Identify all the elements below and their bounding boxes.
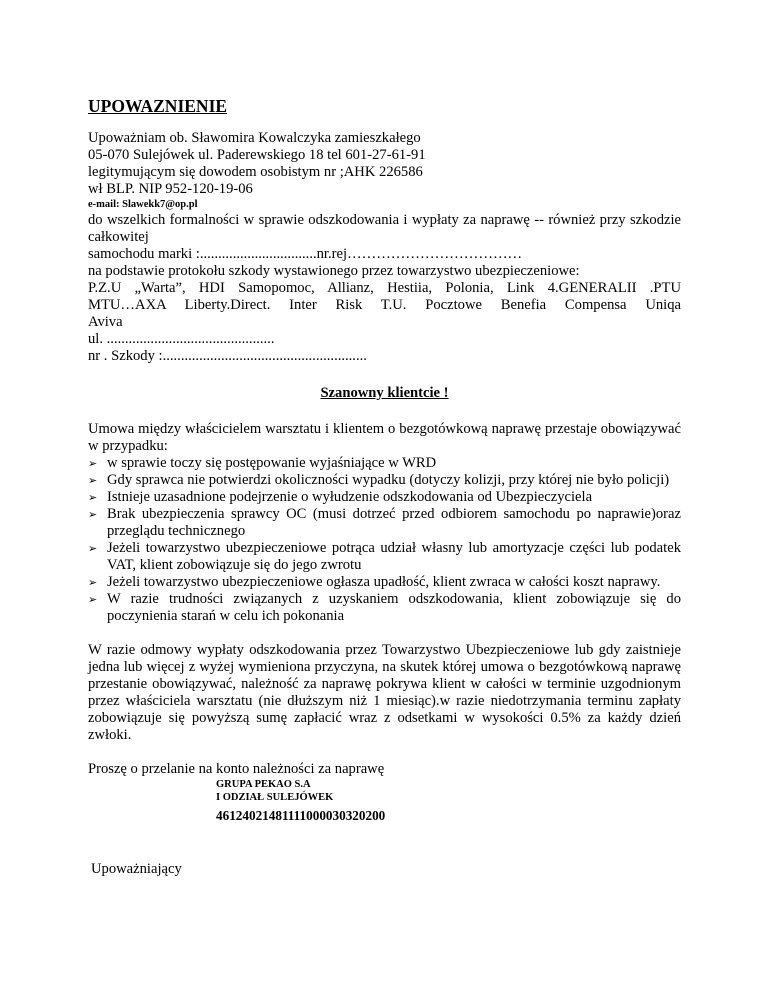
street-line: ul. .............................................. — [88, 331, 275, 347]
arrow-bullet-icon: ➢ — [88, 542, 98, 555]
arrow-bullet-icon: ➢ — [88, 593, 98, 606]
purpose-text: do wszelkich formalności w sprawie odszkodowania i wypłaty za naprawę -- również przy szkodzie całkowitej — [88, 212, 681, 245]
arrow-bullet-icon: ➢ — [88, 576, 98, 589]
list-item: ➢ Gdy sprawca nie potwierdzi okoliczności wypadku (dotyczy kolizji, przy której nie było policji) — [88, 472, 670, 488]
greeting-heading: Szanowny klientcie ! — [320, 385, 449, 401]
arrow-bullet-icon: ➢ — [88, 457, 98, 470]
header-line: legitymującym się dowodem osobistym nr ;AHK 226586 — [88, 164, 423, 180]
header-block — [88, 130, 681, 198]
car-line: samochodu marki :................................nr.rej……………………………… — [88, 246, 523, 262]
document-page — [88, 96, 681, 825]
header-line: 05-070 Sulejówek ul. Paderewskiego 18 tel 601-27-61-91 — [88, 147, 426, 163]
conditions-list — [88, 455, 681, 625]
list-item: ➢ w sprawie toczy się postępowanie wyjaśniające w WRD — [88, 455, 437, 471]
header-line: Upoważniam ob. Sławomira Kowalczyka zamieszkałego — [88, 130, 421, 146]
header-line: wł BLP. NIP 952-120-19-06 — [88, 181, 253, 197]
list-item: ➢ Istnieje uzasadnione podejrzenie o wyłudzenie odszkodowania od Ubezpieczyciela — [88, 489, 593, 505]
arrow-bullet-icon: ➢ — [88, 474, 98, 487]
email-address: e-mail: Slawekk7@op.pl — [88, 199, 198, 210]
list-item: ➢ Jeżeli towarzystwo ubezpieczeniowe ogłasza upadłość, klient zwraca w całości koszt naprawy. — [88, 574, 661, 590]
bank-branch: I ODZIAŁ SULEJÓWEK — [216, 792, 334, 803]
insurers-line: Aviva — [88, 314, 123, 330]
transfer-request: Proszę o przelanie na konto należności za naprawę — [88, 761, 385, 777]
claim-number-line: nr . Szkody :........................................................ — [88, 348, 367, 364]
list-item: ➢ Jeżeli towarzystwo ubezpieczeniowe potrąca udział własny lub amortyzacje części lub podatek VAT, klient zobowiązuje się do jego zwrotu — [88, 540, 681, 573]
account-number: 46124021481111000030320200 — [216, 808, 386, 823]
intro-paragraph: Umowa między właścicielem warsztatu i klientem o bezgotówkową naprawę przestaje obowiązywać w przypadku: — [88, 421, 681, 454]
list-item: ➢ W razie trudności związanych z uzyskaniem odszkodowania, klient zobowiązuje się do poczynienia starań w celu ich pokonania — [88, 591, 681, 624]
insurers-line: P.Z.U „Warta”, HDI Samopomoc, Allianz, Hestiia, Polonia, Link 4.GENERALII .PTU — [88, 280, 681, 296]
arrow-bullet-icon: ➢ — [88, 508, 98, 521]
insurers-line: MTU…AXA Liberty.Direct. Inter Risk T.U. Pocztowe Benefia Compensa Uniqa — [88, 297, 681, 313]
list-item: ➢ Brak ubezpieczenia sprawcy OC (musi dotrzeć przed odbiorem samochodu po naprawie)oraz przeglądu technicznego — [88, 506, 681, 539]
bank-name: GRUPA PEKAO S.A — [216, 779, 311, 790]
signature-label: Upoważniający — [91, 861, 182, 877]
basis-text: na podstawie protokołu szkody wystawionego przez towarzystwo ubezpieczeniowe: — [88, 263, 580, 279]
refusal-paragraph: W razie odmowy wypłaty odszkodowania przez Towarzystwo Ubezpieczeniowe lub gdy zaistnieje jedna lub więcej z wyżej wymieniona przyczyna, na skutek której umowa o bezgotówkową naprawę przestanie obowiązywać, należność za naprawę pokrywa klient w całości w terminie uzgodnionym przez właściciela warsztatu (nie dłuższym niż 1 miesiąc).w razie niedotrzymania terminu zapłaty zobowiązuje się powyższą sumę zapłacić wraz z odsetkami w wysokości 0.5% za każdy dzień zwłoki. — [88, 642, 681, 743]
arrow-bullet-icon: ➢ — [88, 491, 98, 504]
document-title: UPOWAZNIENIE — [88, 96, 228, 116]
bank-details — [216, 778, 681, 825]
